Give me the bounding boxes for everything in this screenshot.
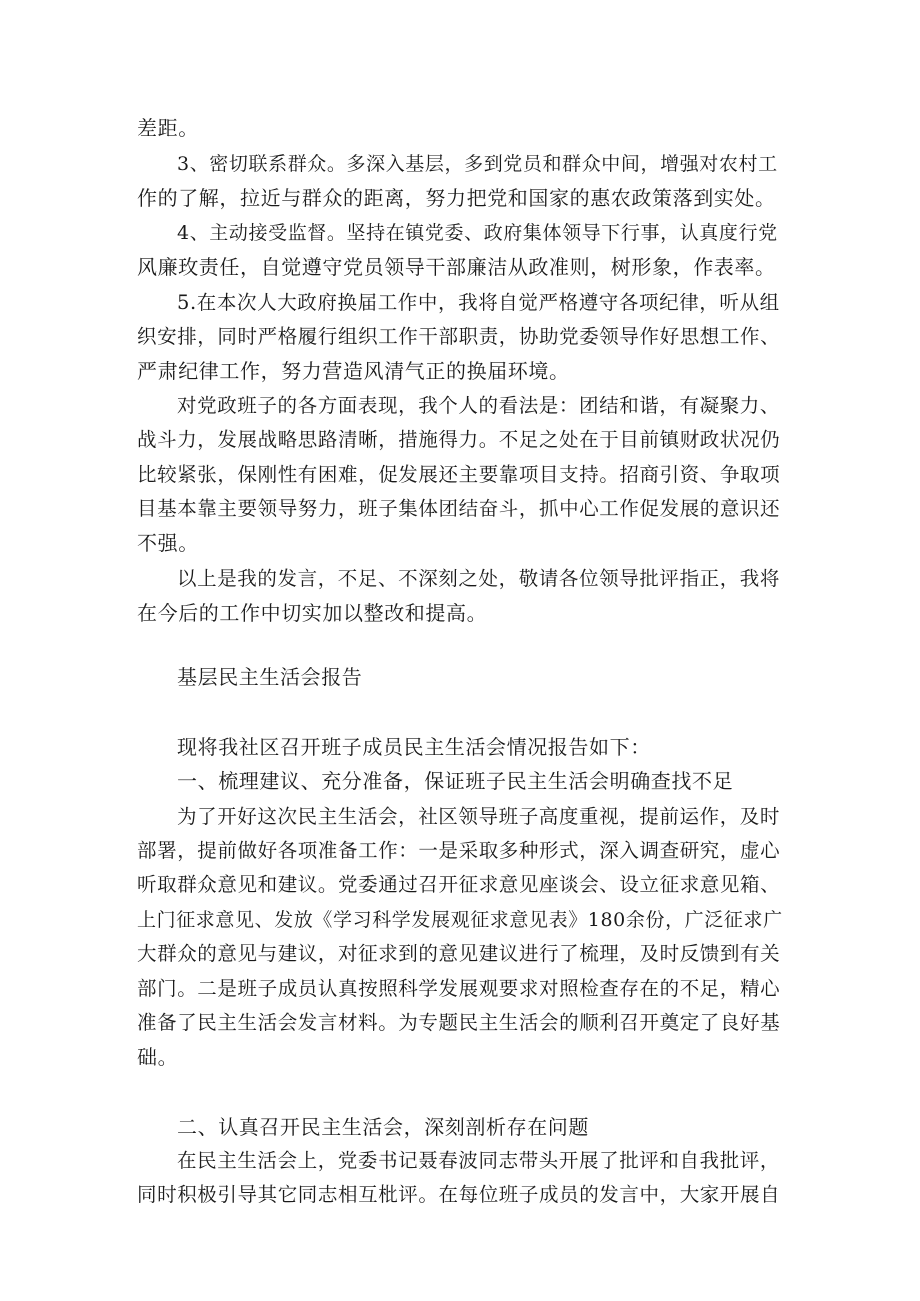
text-line: 差距。 (137, 116, 199, 140)
text-line: 3、密切联系群众。多深入基层，多到党员和群众中间，增强对农村工 (177, 153, 778, 175)
text-line: 战斗力，发展战略思路清晰，措施得力。不足之处在于目前镇财政状况仍 (137, 428, 781, 451)
text-line: 一、梳理建议、充分准备，保证班子民主生活会明确查找不足 (177, 769, 734, 793)
text-line: 听取群众意见和建议。党委通过召开征求意见座谈会、设立征求意见箱、 (137, 873, 781, 896)
section-title: 基层民主生活会报告 (177, 665, 363, 689)
text-line: 部署，提前做好各项准备工作：一是采取多种形式，深入调查研究，虚心 (137, 839, 781, 862)
text-line: 严肃纪律工作，努力营造风清气正的换届环境。 (137, 359, 570, 383)
text-line: 4、主动接受监督。坚持在镇党委、政府集体领导下行事，认真度行党 (177, 222, 778, 244)
text-line: 同时积极引导其它同志相互枇评。在每位班子成员的发言中，大家开展自 (137, 1183, 781, 1206)
text-line: 二、认真召开民主生活会，深刻剖析存在问题 (177, 1115, 589, 1139)
text-line: 础。 (137, 1045, 179, 1069)
text-line: 对党政班子的各方面表现，我个人的看法是：团结和谐，有凝聚力、 (177, 394, 781, 417)
text-line: 为了开好这次民主生活会，社区领导班子高度重视，提前运作，及时 (177, 805, 781, 828)
text-line: 现将我社区召开班子成员民主生活会情况报告如下： (177, 735, 651, 759)
text-line: 大群众的意见与建议，对征求到的意见建议进行了梳理，及时反馈到有关 (137, 942, 781, 965)
text-line: 5.在本次人大政府换届工作中，我将自觉严格遵守各项纪律，听从组 (177, 291, 780, 314)
text-line: 准备了民主生活会发言材料。为专题民主生活会的顺利召开奠定了良好基 (137, 1011, 781, 1034)
text-line: 风廉玫责任，自觉遵守党员领导干部廉洁从政准则，树形象，作表率。 (137, 255, 776, 279)
text-line: 作的了解，拉近与群众的距离，努力把党和国家的惠农政策落到实处。 (137, 186, 776, 210)
text-line: 织安排，同时严格履行组织工作干部职责，协助党委领导作好思想工作、 (137, 325, 781, 348)
text-line: 在民主生活会上，党委书记聂春波同志带头开展了批评和自我批评， (177, 1149, 781, 1172)
text-line: 在今后的工作中切实加以整改和提高。 (137, 601, 488, 625)
text-line: 比较紧张，保刚性有困难，促发展还主要靠项目支持。招商引资、争取项 (137, 463, 781, 486)
text-line: 上门征求意见、发放《学习科学发展观征求意见表》180余份，广泛征求广 (137, 909, 783, 931)
text-line: 不强。 (137, 531, 199, 555)
text-line: 以上是我的发言，不足、不深刻之处，敬请各位领导批评指正，我将 (177, 567, 781, 590)
text-line: 部门。二是班子成员认真按照科学发展观要求对照检查存在的不足，精心 (137, 977, 781, 1000)
text-line: 目基本靠主要领导努力，班子集体团结奋斗，抓中心工作促发展的意识还 (137, 497, 781, 520)
